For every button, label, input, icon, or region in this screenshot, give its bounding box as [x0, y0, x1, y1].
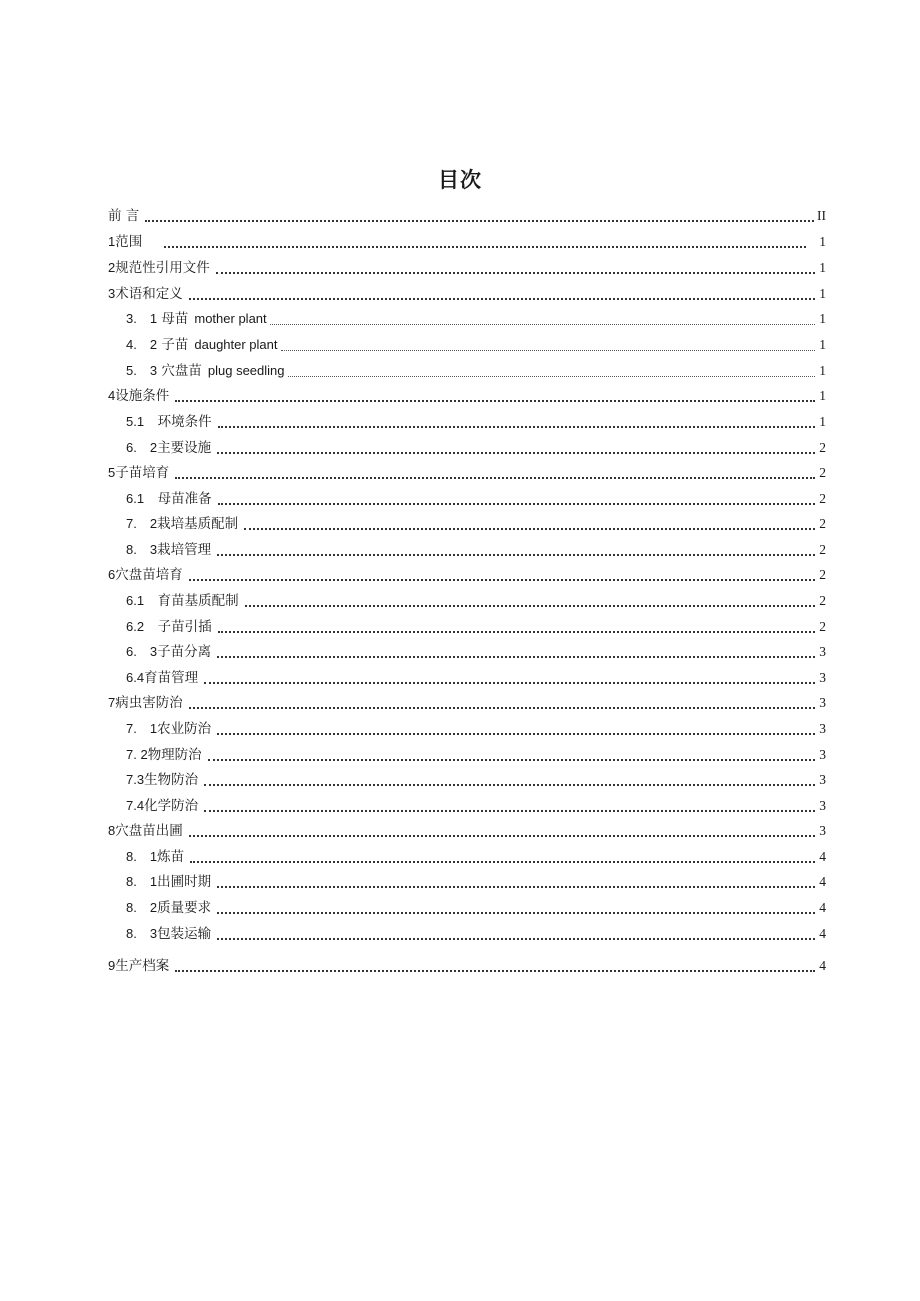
toc-entry[interactable]: 7. 1农业防治 3: [126, 721, 826, 737]
dot-leader: [175, 476, 815, 479]
toc-entry-title: 母苗: [157, 311, 189, 327]
toc-page-number: 2: [819, 440, 826, 455]
dot-leader: [175, 969, 815, 972]
toc-entry-title: 化学防治: [144, 798, 199, 814]
toc-entry[interactable]: 4. 2 子苗 daughter plant 1: [126, 337, 826, 353]
toc-page-number: 1: [819, 311, 826, 326]
toc-page-number: 2: [819, 491, 826, 506]
toc-page-number: 1: [819, 414, 826, 429]
toc-page-number: 1: [819, 337, 826, 352]
toc-entry-title: 农业防治: [157, 721, 212, 737]
toc-entry-title: 栽培管理: [157, 542, 212, 558]
toc-page-number: 1: [819, 388, 826, 403]
toc-entry-title: 术语和定义: [115, 286, 183, 302]
page-title: 目次: [438, 168, 482, 192]
toc-entry[interactable]: 8穴盘苗出圃 3: [108, 823, 826, 839]
toc-entry-title: 母苗准备: [144, 491, 212, 507]
toc-entry[interactable]: 6.1 育苗基质配制 2: [126, 593, 826, 609]
toc-entry[interactable]: 3. 1 母苗 mother plant 1: [126, 311, 826, 327]
toc-page-number: 3: [819, 798, 826, 813]
dot-leader: [204, 681, 815, 684]
toc-entry-english-term: plug seedling: [207, 363, 285, 378]
toc-entry-title: 子苗培育: [115, 465, 170, 481]
toc-page-number: 2: [819, 567, 826, 582]
dot-leader: [190, 860, 815, 863]
toc-page-number: 2: [819, 542, 826, 557]
dot-leader: [189, 706, 815, 709]
toc-entry-english-term: mother plant: [194, 311, 267, 326]
dot-leader: [217, 911, 815, 914]
toc-entry-title: 范围: [115, 234, 143, 250]
toc-entry[interactable]: 7. 2栽培基质配制 2: [126, 516, 826, 532]
dot-leader: [217, 655, 815, 658]
toc-entry[interactable]: 1范围 1: [108, 234, 826, 250]
toc-page-number: 3: [819, 670, 826, 685]
dot-leader: [145, 219, 814, 222]
toc-entry-title: 育苗基质配制: [144, 593, 239, 609]
toc-entry[interactable]: 8. 1炼苗 4: [126, 849, 826, 865]
toc-page-number: 3: [819, 695, 826, 710]
toc-page-number: 3: [819, 823, 826, 838]
dot-leader: [217, 937, 815, 940]
toc-entry[interactable]: 8. 1出圃时期 4: [126, 874, 826, 890]
dot-leader: [217, 553, 815, 556]
toc-page-number: 1: [819, 363, 826, 378]
toc-page-number: 3: [819, 747, 826, 762]
toc-page-number: 3: [819, 772, 826, 787]
toc-entry[interactable]: 6.2 子苗引插 2: [126, 619, 826, 635]
toc-entry-title: 生物防治: [144, 772, 199, 788]
toc-entry-title: 生产档案: [115, 958, 170, 974]
dot-leader: [218, 630, 815, 633]
toc-entry-title: 规范性引用文件: [115, 260, 210, 276]
toc-entry[interactable]: 7病虫害防治 3: [108, 695, 826, 711]
toc-entry-title: 育苗管理: [144, 670, 199, 686]
toc-entry[interactable]: 6.4育苗管理 3: [126, 670, 826, 686]
toc-entry[interactable]: 5子苗培育 2: [108, 465, 826, 481]
toc-entry-title: 栽培基质配制: [157, 516, 239, 532]
toc-entry[interactable]: 7.4化学防治 3: [126, 798, 826, 814]
toc-page-number: 2: [819, 465, 826, 480]
toc-entry-english-term: daughter plant: [194, 337, 278, 352]
toc-page-number: 4: [819, 958, 826, 973]
toc-entry-title: 子苗引插: [144, 619, 212, 635]
toc-entry-title: 穴盘苗培育: [115, 567, 183, 583]
toc-entry[interactable]: 4设施条件 1: [108, 388, 826, 404]
toc-page-number: II: [817, 208, 826, 223]
toc-entry[interactable]: 5.1 环境条件 1: [126, 414, 826, 430]
toc-page-number: 4: [819, 874, 826, 889]
toc-entry[interactable]: 8. 3栽培管理 2: [126, 542, 826, 558]
toc-entry-title: 子苗分离: [157, 644, 212, 660]
toc-page-number: 2: [819, 593, 826, 608]
toc-entry-title: 穴盘苗: [157, 363, 202, 379]
toc-entry-title: 设施条件: [115, 388, 170, 404]
dot-leader: [175, 399, 815, 402]
toc-entry[interactable]: 8. 3包装运输 4: [126, 926, 826, 942]
dot-leader: [217, 885, 815, 888]
dot-leader: [218, 425, 815, 428]
toc-entry[interactable]: 7. 2物理防治 3: [126, 747, 826, 763]
toc-entry-title: 子苗: [157, 337, 189, 353]
dot-leader: [244, 527, 815, 530]
dot-leader: [216, 271, 815, 274]
toc-entry[interactable]: 8. 2质量要求 4: [126, 900, 826, 916]
toc-entry[interactable]: 6. 3子苗分离 3: [126, 644, 826, 660]
toc-entry-title: 病虫害防治: [115, 695, 183, 711]
toc-page-number: 1: [819, 234, 826, 249]
toc-entry-title: 物理防治: [147, 747, 202, 763]
toc-page-number: 4: [819, 900, 826, 915]
toc-page-number: 3: [819, 644, 826, 659]
dot-leader: [189, 297, 815, 300]
dot-leader: [281, 349, 816, 351]
toc-entry[interactable]: 6. 2主要设施 2: [126, 440, 826, 456]
dot-leader: [288, 375, 816, 377]
toc-entry[interactable]: 9生产档案 4: [108, 958, 826, 974]
dot-leader: [164, 245, 806, 248]
toc-entry[interactable]: 6.1 母苗准备 2: [126, 491, 826, 507]
toc-entry-title: 穴盘苗出圃: [115, 823, 183, 839]
toc-entry[interactable]: 3术语和定义 1: [108, 286, 826, 302]
toc-entry[interactable]: [108, 206, 826, 226]
dot-leader: [204, 783, 815, 786]
dot-leader: [217, 732, 815, 735]
toc-entry-title: 出圃时期: [157, 874, 212, 890]
toc-page-number: 2: [819, 516, 826, 531]
toc-entry-title: 质量要求: [157, 900, 212, 916]
toc-page-number: 1: [819, 286, 826, 301]
dot-leader: [189, 578, 815, 581]
dot-leader: [189, 834, 815, 837]
dot-leader: [270, 323, 815, 325]
toc-page-number: 4: [819, 849, 826, 864]
toc-entry-title: 前 言: [108, 208, 140, 224]
dot-leader: [245, 604, 815, 607]
toc-entry-title: 环境条件: [144, 414, 212, 430]
toc-entry-title: 主要设施: [157, 440, 212, 456]
toc-page-number: 1: [819, 260, 826, 275]
toc-entry[interactable]: 2规范性引用文件 1: [108, 260, 826, 276]
dot-leader: [204, 809, 815, 812]
toc-entry[interactable]: 6穴盘苗培育 2: [108, 567, 826, 583]
toc-entry[interactable]: 7.3生物防治 3: [126, 772, 826, 788]
toc-page-number: 3: [819, 721, 826, 736]
toc-entry-title: 炼苗: [157, 849, 185, 865]
toc-entry[interactable]: 5. 3 穴盘苗 plug seedling 1: [126, 363, 826, 379]
dot-leader: [218, 502, 815, 505]
dot-leader: [217, 451, 815, 454]
toc-page-number: 4: [819, 926, 826, 941]
toc-entry-title: 包装运输: [157, 926, 212, 942]
toc-page-number: 2: [819, 619, 826, 634]
dot-leader: [208, 758, 815, 761]
